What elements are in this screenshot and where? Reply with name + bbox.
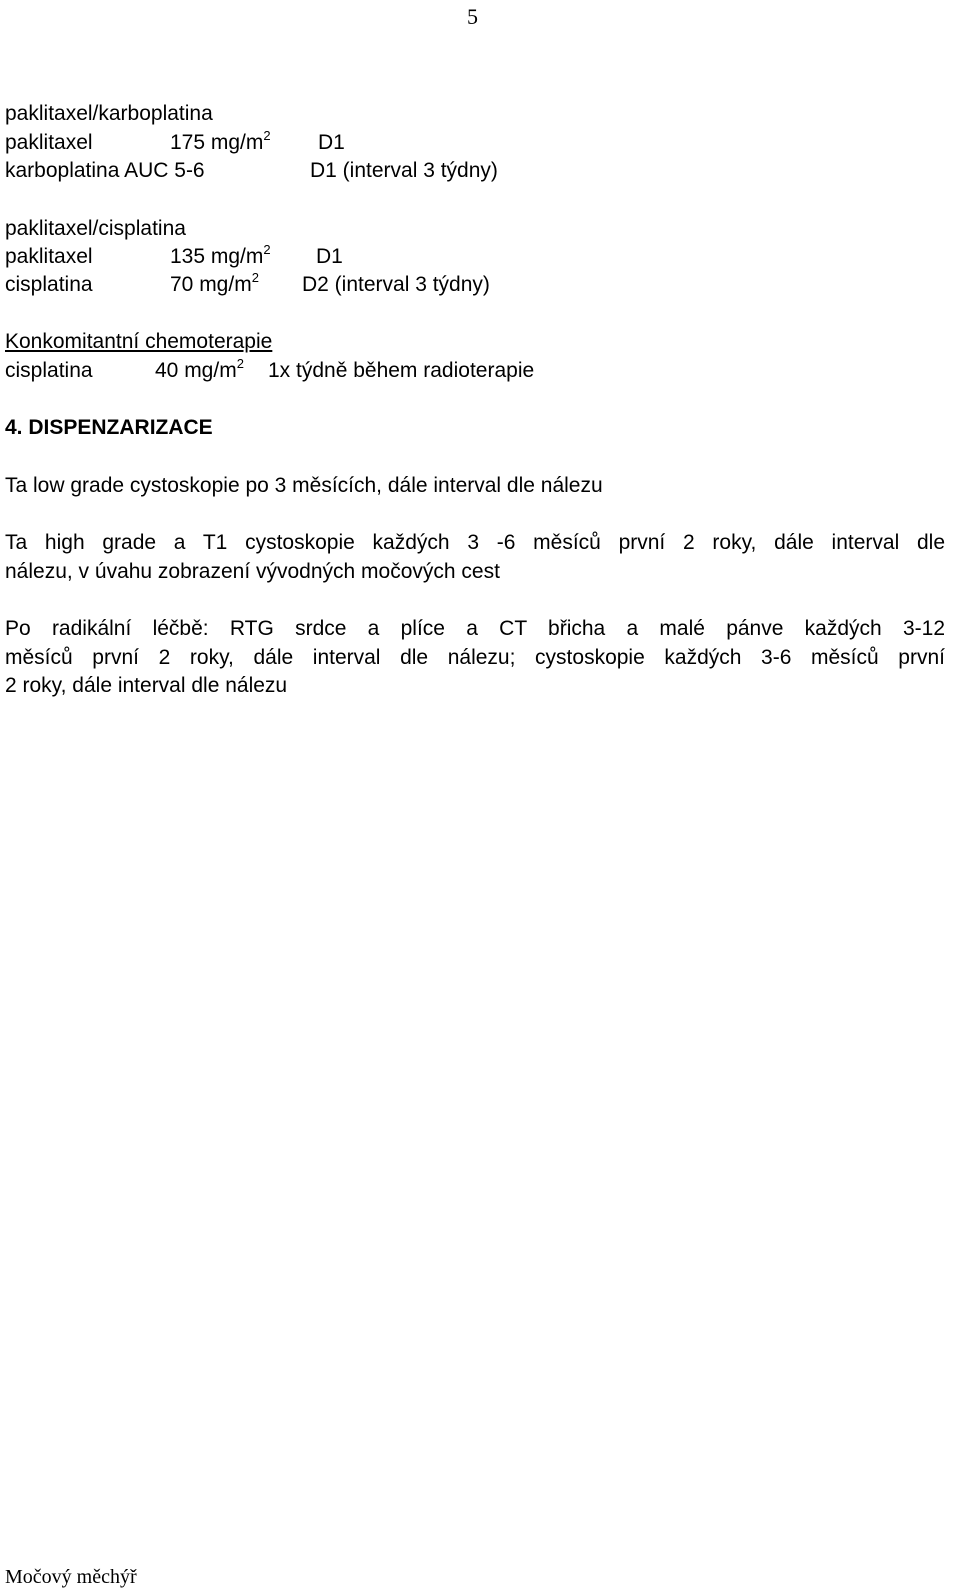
schedule: D1	[318, 131, 345, 154]
drug-name: paklitaxel	[5, 131, 93, 154]
superscript: 2	[251, 270, 259, 285]
paragraph-radical-treatment-line: Po radikální léčbě: RTG srdce a plíce a CT břicha a malé pánve každých 3-12	[5, 617, 945, 640]
paragraph-radical-treatment-line: měsíců první 2 roky, dále interval dle nálezu; cystoskopie každých 3-6 měsíců první	[5, 646, 945, 669]
superscript: 2	[236, 356, 244, 371]
superscript: 2	[263, 128, 271, 143]
schedule: D2 (interval 3 týdny)	[302, 273, 490, 296]
paragraph-radical-treatment-line: 2 roky, dále interval dle nálezu	[5, 674, 288, 697]
drug-name: karboplatina AUC 5-6	[5, 159, 205, 182]
dose: 40 $mg/m^2$	[155, 356, 244, 382]
drug-name: cisplatina	[5, 273, 93, 296]
section-heading: 4. DISPENZARIZACE	[5, 416, 213, 439]
footer-title: Močový měchýř	[5, 1566, 137, 1588]
page-number: 5	[467, 4, 478, 29]
drug-name: cisplatina	[5, 359, 93, 382]
dose: 135 $mg/m^2$	[170, 242, 271, 268]
paragraph-ta-high-grade-line: nálezu, v úvahu zobrazení vývodných močových cest	[5, 560, 500, 583]
regimen-row	[5, 131, 93, 155]
superscript: 2	[263, 242, 271, 257]
dose: 175 $mg/m^2$	[170, 128, 271, 154]
dose: 70 $mg/m^2$	[170, 270, 259, 296]
schedule: D1 (interval 3 týdny)	[310, 159, 498, 182]
regimen-title-pacli-carbo: paklitaxel/karboplatina	[5, 102, 213, 125]
regimen-title-pacli-cis: paklitaxel/cisplatina	[5, 217, 186, 240]
regimen-title-concomitant: Konkomitantní chemoterapie	[5, 330, 273, 353]
drug-name: paklitaxel	[5, 245, 93, 268]
paragraph-ta-low-grade: Ta low grade cystoskopie po 3 měsících, dále interval dle nálezu	[5, 474, 603, 497]
schedule: D1	[316, 245, 343, 268]
paragraph-ta-high-grade-line: Ta high grade a T1 cystoskopie každých 3 -6 měsíců první 2 roky, dále interval dle	[5, 531, 945, 554]
schedule: 1x týdně během radioterapie	[268, 359, 535, 382]
